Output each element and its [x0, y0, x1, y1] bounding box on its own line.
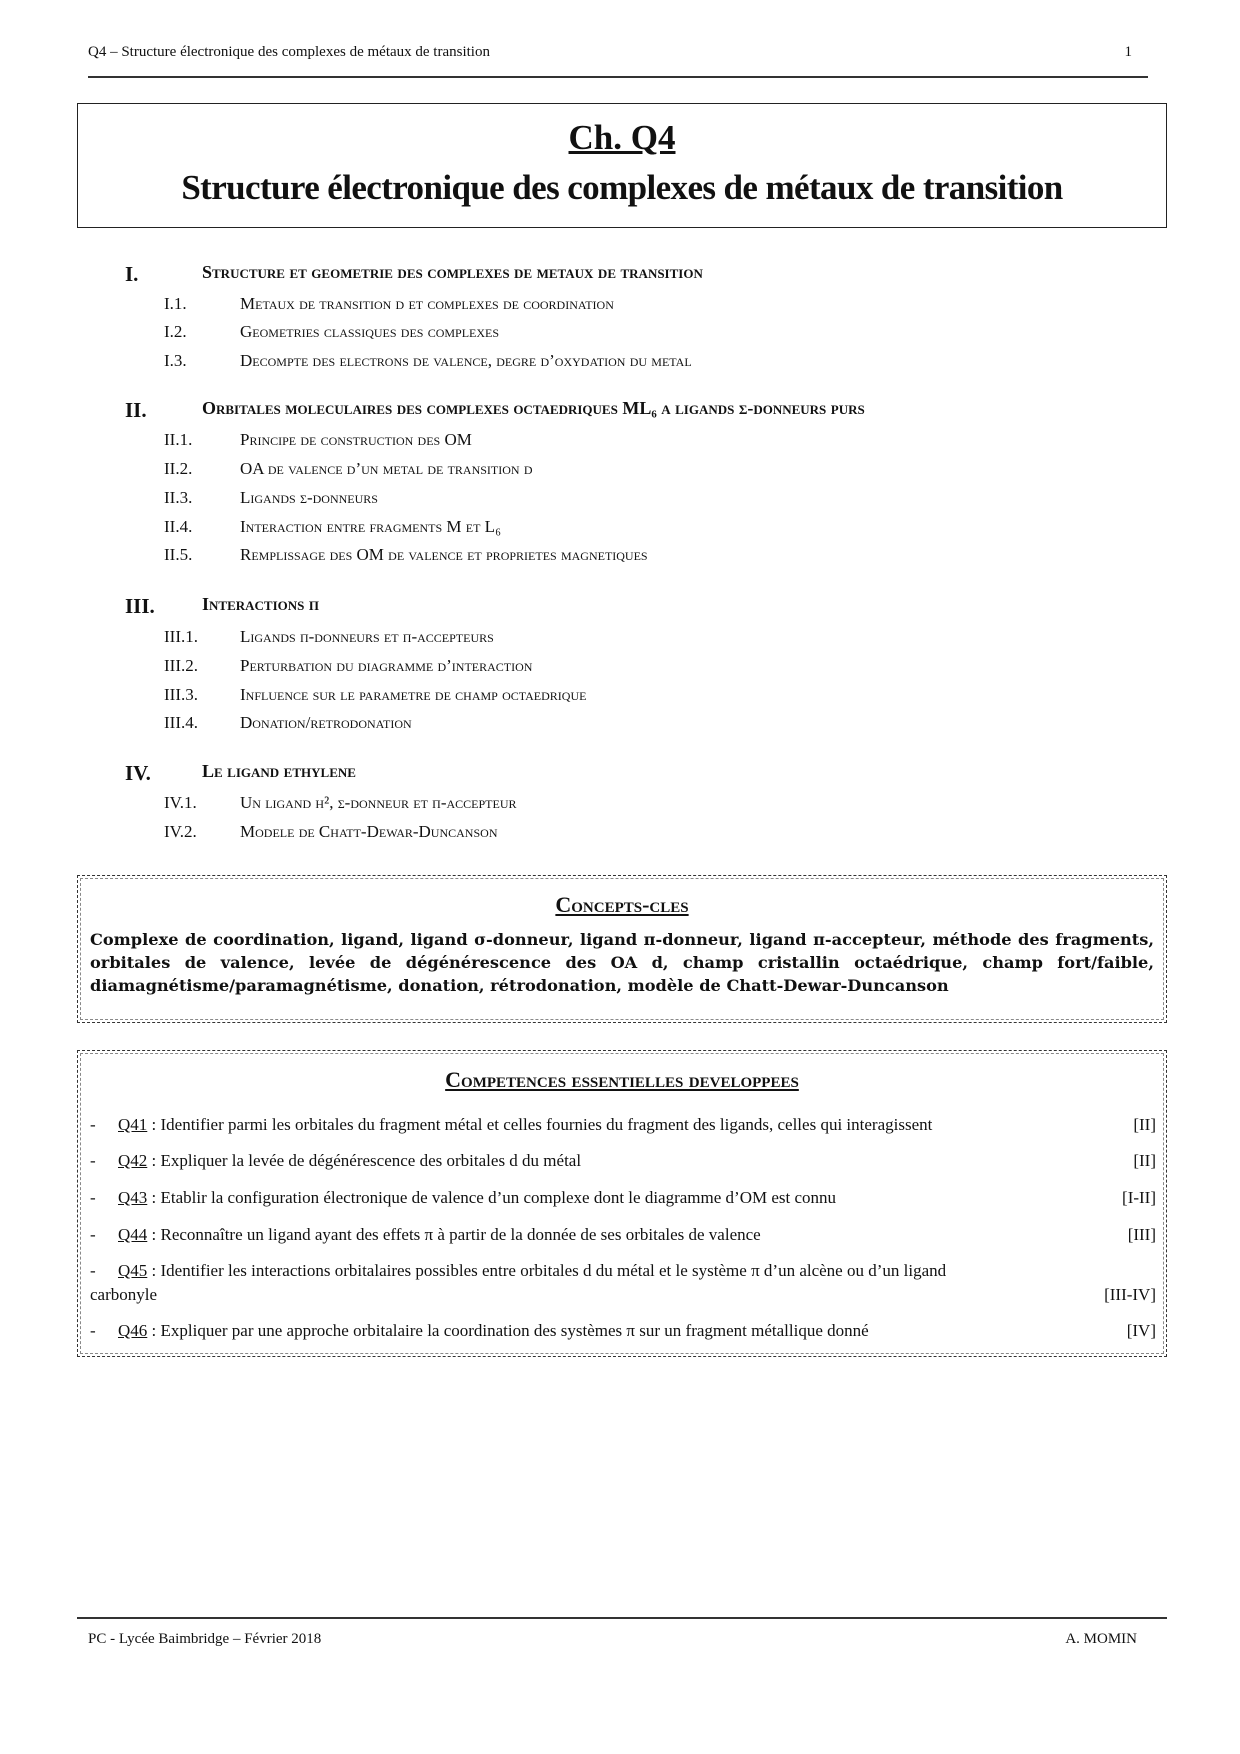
toc-item-label: Modele de Chatt-Dewar-Duncanson — [240, 822, 498, 841]
toc-item-label: Un ligand η², σ-donneur et π-accepteur — [240, 793, 517, 812]
toc-section-label: Orbitales moleculaires des complexes octaedriques ML₆ a ligands σ-donneurs purs — [202, 398, 865, 418]
toc-item-number: IV.2. — [164, 822, 197, 841]
toc-item-number: I.2. — [164, 322, 187, 341]
toc-item-number: III.2. — [164, 656, 198, 675]
toc-item-label: Remplissage des OM de valence et proprietes magnetiques — [240, 545, 648, 564]
list-dash: - — [90, 1115, 96, 1134]
toc-item-number: II.5. — [164, 545, 193, 564]
competence-text: : Reconnaître un ligand ayant des effets π à partir de la donnée de ses orbitales de valence — [147, 1225, 761, 1244]
competence-text: : Expliquer par une approche orbitalaire la coordination des systèmes π sur un fragment métallique donné — [147, 1321, 869, 1340]
competence-ref: [III-IV] — [1104, 1285, 1156, 1304]
header-title: Q4 – Structure électronique des complexes de métaux de transition — [88, 44, 490, 60]
footer-school-date: PC - Lycée Baimbridge – Février 2018 — [88, 1631, 322, 1647]
competence-ref: [III] — [1127, 1225, 1156, 1244]
toc-item-label: Ligands π-donneurs et π-accepteurs — [240, 627, 494, 646]
title-box — [77, 103, 1167, 228]
competence-text: : Identifier les interactions orbitalaires possibles entre orbitales d du métal et le système π d’un alcène ou d’un ligand — [147, 1261, 947, 1280]
toc-item-number: II.1. — [164, 430, 193, 449]
competence-code: Q45 — [118, 1261, 148, 1280]
chapter-title: Structure électronique des complexes de métaux de transition — [181, 168, 1063, 207]
concepts-text: Complexe de coordination, ligand, ligand σ-donneur, ligand π-donneur, ligand π-accepteur, méthode des fragments, orbitales de valence, levée de dégénérescence des OA d, champ cristallin octaédrique, champ fort/faible, diamagnétisme/paramagnétisme, donation, rétrodonation, modèle de Chatt-Dewar-Duncanson — [90, 930, 1154, 995]
competence-code: Q43 — [118, 1188, 148, 1207]
competence-text: : Etablir la configuration électronique de valence d’un complexe dont le diagramme d’OM est connu — [147, 1188, 837, 1207]
list-dash: - — [90, 1225, 96, 1244]
toc-item-label: Donation/retrodonation — [240, 713, 412, 732]
competence-ref: [II] — [1133, 1115, 1156, 1134]
concepts-box — [77, 875, 1167, 1023]
toc-item-label: Principe de construction des OM — [240, 430, 472, 449]
toc-item-label: Interaction entre fragments M et L₆ — [240, 517, 501, 536]
toc-item-number: II.4. — [164, 517, 193, 536]
toc-item-label: Ligands σ-donneurs — [240, 488, 378, 507]
toc-item-label: Decompte des electrons de valence, degre d’oxydation du metal — [240, 351, 692, 370]
competence-code: Q44 — [118, 1225, 148, 1244]
toc-item-label: Influence sur le parametre de champ octaedrique — [240, 685, 587, 704]
list-dash: - — [90, 1261, 96, 1280]
concepts-title: Concepts-cles — [555, 892, 689, 917]
toc-section-label: Le ligand ethylene — [202, 761, 356, 781]
toc-item-number: II.3. — [164, 488, 193, 507]
toc-section-label: Structure et geometrie des complexes de metaux de transition — [202, 262, 703, 282]
toc-section-number: III. — [125, 594, 155, 618]
competence-text: : Identifier parmi les orbitales du fragment métal et celles fournies du fragment des ligands, celles qui interagissent — [147, 1115, 933, 1134]
chapter-number: Ch. Q4 — [568, 118, 676, 157]
toc-item-label: Metaux de transition d et complexes de coordination — [240, 294, 614, 313]
competence-text: : Expliquer la levée de dégénérescence des orbitales d du métal — [147, 1151, 582, 1170]
toc-item-label: OA de valence d’un metal de transition d — [240, 459, 533, 478]
competence-code: Q46 — [118, 1321, 148, 1340]
page-footer — [77, 1617, 1167, 1653]
toc-section-number: II. — [125, 398, 147, 422]
toc-item-label: Geometries classiques des complexes — [240, 322, 500, 341]
list-dash: - — [90, 1321, 96, 1340]
toc-item-number: II.2. — [164, 459, 193, 478]
competence-code: Q42 — [118, 1151, 148, 1170]
competence-ref: [IV] — [1126, 1321, 1156, 1340]
list-dash: - — [90, 1188, 96, 1207]
competence-ref: [I-II] — [1122, 1188, 1156, 1207]
toc-item-number: III.3. — [164, 685, 198, 704]
toc-section-number: IV. — [125, 761, 151, 785]
page-header — [88, 44, 1148, 78]
competence-text-continued: carbonyle — [90, 1285, 158, 1304]
toc-item-label: Perturbation du diagramme d’interaction — [240, 656, 533, 675]
list-dash: - — [90, 1151, 96, 1170]
toc-section-number: I. — [125, 262, 139, 286]
competence-code: Q41 — [118, 1115, 148, 1134]
footer-author: A. MOMIN — [1065, 1631, 1137, 1647]
competences-box — [77, 1050, 1167, 1357]
toc-item-number: I.3. — [164, 351, 187, 370]
toc-item-number: I.1. — [164, 294, 187, 313]
competences-title: Competences essentielles developpees — [445, 1067, 799, 1092]
toc-item-number: III.4. — [164, 713, 198, 732]
toc-section-label: Interactions π — [202, 594, 319, 614]
toc-item-number: IV.1. — [164, 793, 197, 812]
competence-ref: [II] — [1133, 1151, 1156, 1170]
page-number: 1 — [1124, 44, 1132, 60]
toc-item-number: III.1. — [164, 627, 198, 646]
